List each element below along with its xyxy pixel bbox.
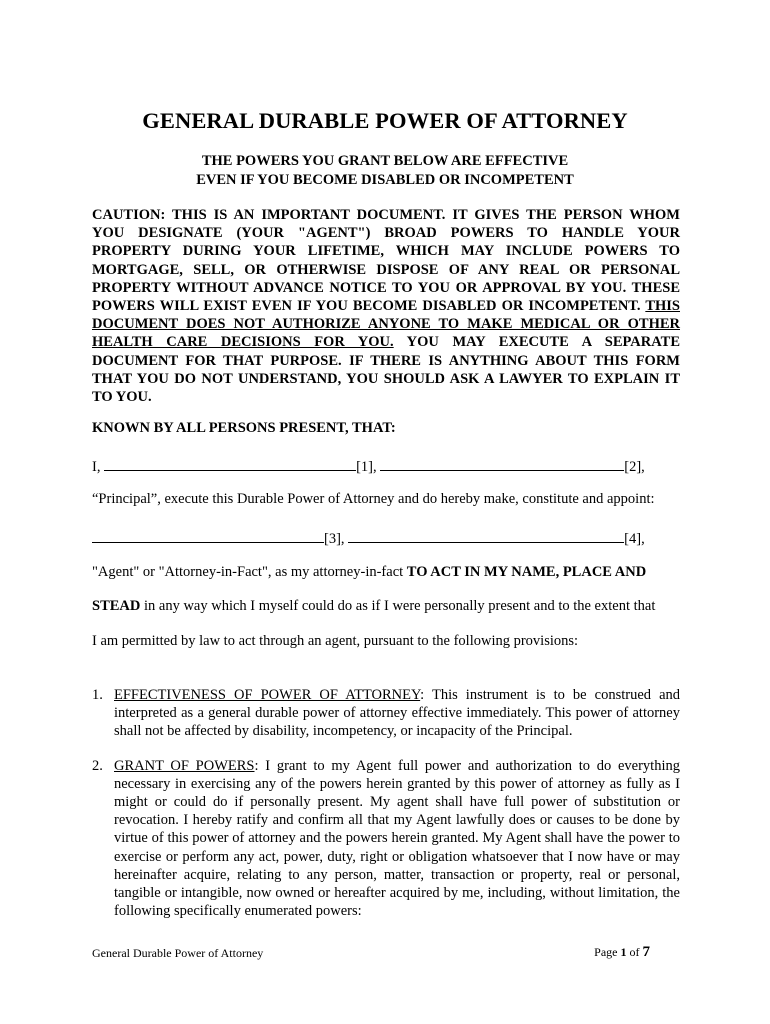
provision-heading: GRANT OF POWERS xyxy=(114,757,255,774)
provision-body: I grant to my Agent full power and authorization to do everything necessary in exercising any of the powers herein granted by this power of attorney as fully as I might or could do if personally present. My agent shall have full power of substitution or revocation. I hereby ratify and confirm all that my Agent lawfully does or causes to be done by virtue of this power of attorney and the powers herein granted. My Agent shall have the power to exercise or perform any act, power, duty, right or obligation whatsoever that I now have or may hereinafter acquire, relating to any person, matter, transaction or property, real or personal, tangible or intangible, now owned or hereafter acquired by me, including, without limitation, the following specifically enumerated powers: xyxy=(114,757,680,920)
document-title: GENERAL DURABLE POWER OF ATTORNEY xyxy=(142,108,628,133)
caution-text-end: YOU MAY EXECUTE A SEPARATE DOCUMENT FOR THAT PURPOSE. IF THERE IS ANYTHING ABOUT THIS FORM THAT YOU DO NOT UNDERSTAND, YOU SHOULD ASK A LAWYER TO EXPLAIN IT TO YOU. xyxy=(92,334,680,406)
principal-text: “Principal”, execute this Durable Power of Attorney and do hereby make, constitute and appoint: xyxy=(92,491,655,507)
provision-separator: : xyxy=(420,687,432,703)
field-marker-1: [1], xyxy=(356,459,377,475)
footer-page-number xyxy=(594,944,650,961)
field-marker-2: [2], xyxy=(624,459,645,475)
principal-name-blank-2[interactable] xyxy=(380,456,624,471)
agent-name-blank-4[interactable] xyxy=(348,528,624,543)
page-of: of xyxy=(626,945,643,959)
provisions-list xyxy=(92,686,680,920)
agent-text-plain: "Agent" or "Attorney-in-Fact", as my attorney-in-fact xyxy=(92,564,407,580)
agent-name-line xyxy=(92,528,680,548)
provision-heading: EFFECTIVENESS OF POWER OF ATTORNEY xyxy=(114,687,421,703)
provision-number: 2. xyxy=(92,757,103,774)
stead-text-plain: in any way which I myself could do as if I were personally present and to the extent that xyxy=(140,598,656,614)
provision-number: 1. xyxy=(92,687,103,703)
principal-name-line xyxy=(92,456,680,476)
stead-text-bold: STEAD xyxy=(92,598,141,614)
caution-text: CAUTION: THIS IS AN IMPORTANT DOCUMENT. IT GIVES THE PERSON WHOM YOU DESIGNATE (YOUR "AGENT") BROAD POWERS TO HANDLE YOUR PROPERTY DURING YOUR LIFETIME, WHICH MAY INCLUDE POWERS TO MORTGAGE, SELL, OR OTHERWISE DISPOSE OF ANY REAL OR PERSONAL PROPERTY WITHOUT ADVANCE NOTICE TO YOU OR APPROVAL BY YOU. THESE POWERS WILL EXIST EVEN IF YOU BECOME DISABLED OR INCOMPETENT. xyxy=(92,207,680,315)
stead-text xyxy=(92,598,680,615)
provision-text xyxy=(114,757,680,921)
page-current: 1 xyxy=(620,945,627,959)
known-by-heading: KNOWN BY ALL PERSONS PRESENT, THAT: xyxy=(92,420,396,436)
subtitle-line-1: THE POWERS YOU GRANT BELOW ARE EFFECTIVE xyxy=(201,153,569,169)
document-subtitle xyxy=(0,152,770,190)
provision-separator: : xyxy=(254,757,266,774)
provision-text xyxy=(114,686,680,741)
page-total: 7 xyxy=(642,944,650,960)
permitted-text: I am permitted by law to act through an agent, pursuant to the following provisions: xyxy=(92,633,579,649)
caution-underlined-text: THIS DOCUMENT DOES NOT AUTHORIZE ANYONE TO MAKE MEDICAL OR OTHER HEALTH CARE DECISIONS FOR YOU. xyxy=(92,298,680,351)
provision-item-2 xyxy=(92,757,680,921)
agent-text xyxy=(92,564,680,581)
field-marker-4: [4], xyxy=(624,531,645,547)
field-marker-3: [3], xyxy=(324,531,345,547)
footer-document-name: General Durable Power of Attorney xyxy=(92,946,264,960)
subtitle-line-2: EVEN IF YOU BECOME DISABLED OR INCOMPETENT xyxy=(196,172,574,188)
agent-text-bold: TO ACT IN MY NAME, PLACE AND xyxy=(406,564,647,580)
principal-name-blank-1[interactable] xyxy=(104,456,356,471)
principal-prefix: I, xyxy=(92,459,101,475)
page-prefix: Page xyxy=(594,945,621,959)
caution-paragraph xyxy=(92,206,680,406)
provision-item-1 xyxy=(92,686,680,741)
agent-name-blank-3[interactable] xyxy=(92,528,324,543)
provision-body: This instrument is to be construed and interpreted as a general durable power of attorney effective immediately. This power of attorney shall not be affected by disability, incompetency, or incapacity of the Principal. xyxy=(114,687,681,740)
